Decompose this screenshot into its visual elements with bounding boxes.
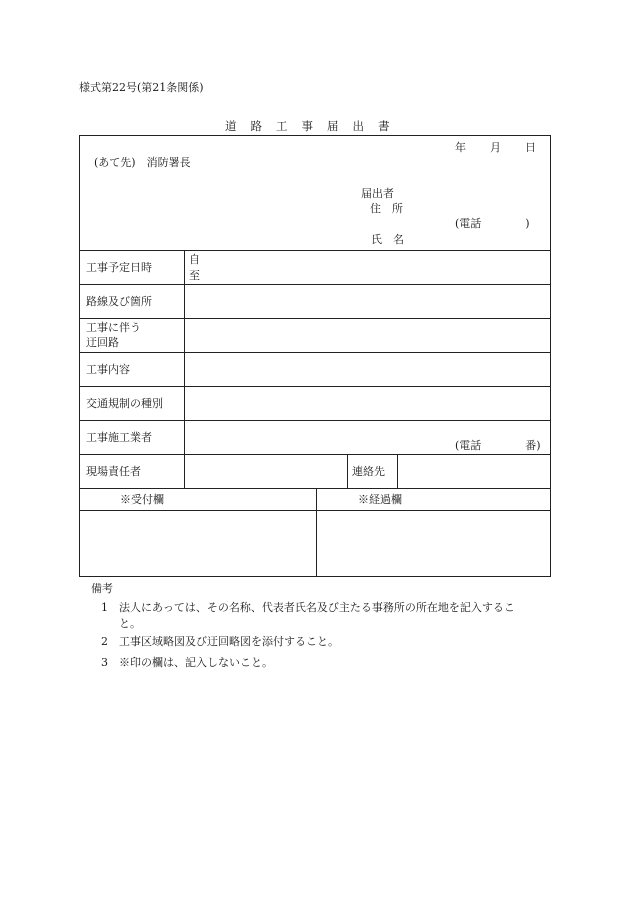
schedule-label: 工事予定日時 xyxy=(86,261,152,274)
from-label: 自 xyxy=(189,253,200,266)
contractor-phone-label: (電話 番) xyxy=(455,439,541,452)
reception-label: ※受付欄 xyxy=(120,493,164,506)
traffic-label: 交通規制の種別 xyxy=(86,397,163,410)
progress-label: ※経過欄 xyxy=(358,493,402,506)
note-3: 3 ※印の欄は、記入しないこと。 xyxy=(101,656,273,669)
date-month-label: 月 xyxy=(490,141,501,154)
content-label: 工事内容 xyxy=(86,363,130,376)
notifier-label: 届出者 xyxy=(361,187,394,200)
detour-label-line1: 工事に伴う xyxy=(86,321,141,334)
note-1-continued: と。 xyxy=(119,617,141,630)
form-title: 道路工事届出書 xyxy=(225,119,404,133)
form-number: 様式第22号(第21条関係) xyxy=(79,81,204,94)
detour-label-line2: 迂回路 xyxy=(86,336,119,349)
to-label: 至 xyxy=(189,269,200,282)
contact-label: 連絡先 xyxy=(352,465,385,478)
note-1: 1 法人にあっては、その名称、代表者氏名及び主たる事務所の所在地を記入するこ xyxy=(101,601,515,614)
notes-title: 備考 xyxy=(91,582,113,595)
date-day-label: 日 xyxy=(525,141,536,154)
address-label: 住 所 xyxy=(370,202,403,215)
date-year-label: 年 xyxy=(455,141,466,154)
notification-form-table xyxy=(79,135,551,577)
note-2: 2 工事区域略図及び迂回略図を添付すること。 xyxy=(101,635,339,648)
phone-label: (電話 ) xyxy=(455,217,530,230)
route-label: 路線及び箇所 xyxy=(86,295,152,308)
addressee-label: (あて先) 消防署長 xyxy=(94,156,191,169)
contractor-label: 工事施工業者 xyxy=(86,431,152,444)
manager-label: 現場責任者 xyxy=(86,465,141,478)
name-label: 氏 名 xyxy=(371,233,404,246)
